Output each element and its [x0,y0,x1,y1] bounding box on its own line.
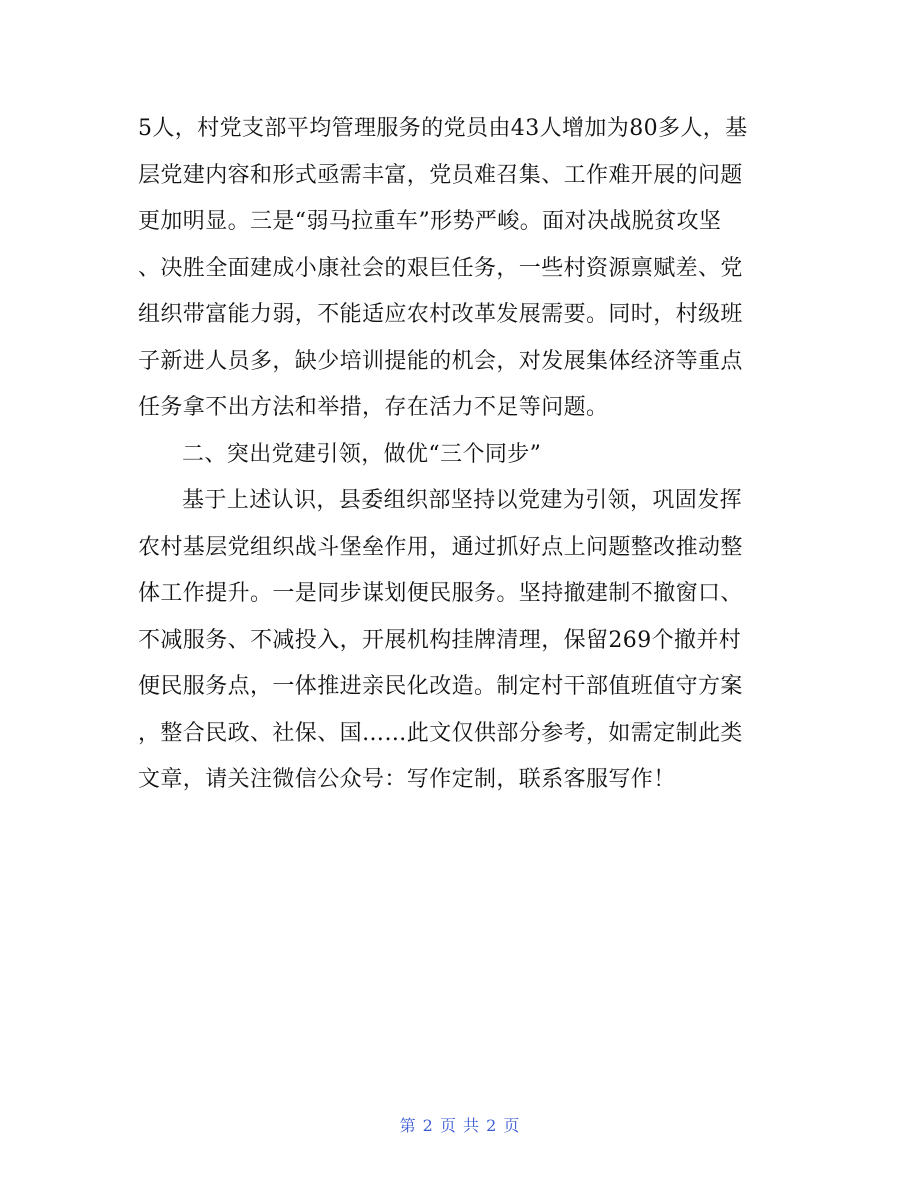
text-line: 子新进人员多，缺少培训提能的机会，对发展集体经济等重点 [138,348,743,374]
text-line: 体工作提升。一是同步谋划便民服务。坚持撤建制不撤窗口、 [138,581,743,606]
section-heading: 二、突出党建引领，做优“三个同步” [182,441,542,467]
page-number-footer: 第 2 页 共 2 页 [399,1116,521,1135]
text-line: 更加明显。三是“弱马拉重车”形势严峻。面对决战脱贫攻坚 [138,209,722,234]
paragraph-first-line: 基于上述认识，县委组织部坚持以党建为引领，巩固发挥 [182,488,743,513]
document-body [138,106,788,804]
text-line: 便民服务点，一体推进亲民化改造。制定村干部值班值守方案 [138,674,743,699]
text-line: 不减服务、不减投入，开展机构挂牌清理，保留269个撤并村 [138,627,742,653]
text-line: 层党建内容和形式亟需丰富，党员难召集、工作难开展的问题 [138,162,743,188]
text-line: 组织带富能力弱，不能适应农村改革发展需要。同时，村级班 [138,302,743,327]
text-line: 、决胜全面建成小康社会的艰巨任务，一些村资源禀赋差、党 [138,255,743,281]
text-line: 文章，请关注微信公众号：写作定制，联系客服写作！ [138,767,676,792]
text-line: ，整合民政、社保、国……此文仅供部分参考，如需定制此类 [138,720,743,746]
text-line: 农村基层党组织战斗堡垒作用，通过抓好点上问题整改推动整 [138,534,743,560]
text-line: 任务拿不出方法和举措，存在活力不足等问题。 [138,395,609,420]
text-line: 5人，村党支部平均管理服务的党员由43人增加为80多人，基 [138,116,748,141]
